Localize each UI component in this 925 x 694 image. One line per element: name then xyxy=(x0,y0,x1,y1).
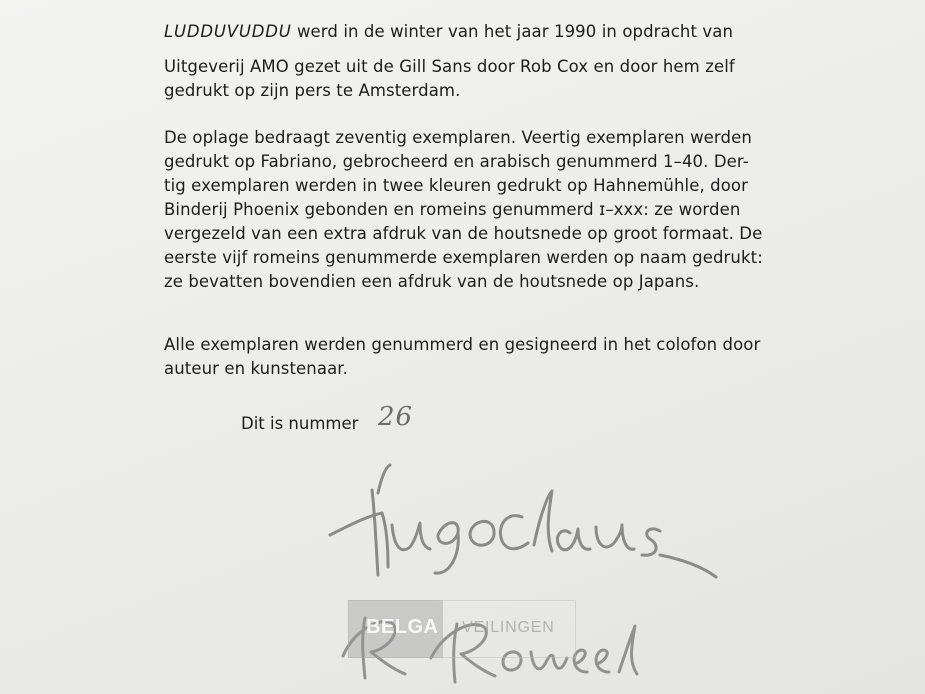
colophon-line: ze bevatten bovendien een afdruk van de houtsnede op Japans. xyxy=(164,272,700,291)
colophon-line: Alle exemplaren werden genummerd en gesigneerd in het colofon door xyxy=(164,335,761,354)
colophon-line: Binderij Phoenix gebonden en romeins genummerd ɪ–xxx: ze worden xyxy=(164,200,741,219)
colophon-line: Uitgeverij AMO gezet uit de Gill Sans door Rob Cox en door hem zelf xyxy=(164,57,735,76)
colophon-line: gedrukt op Fabriano, gebrocheerd en arabisch genummerd 1–40. Der- xyxy=(164,152,749,171)
watermark-suffix: VEILINGEN xyxy=(462,619,555,636)
colophon-line: De oplage bedraagt zeventig exemplaren. Veertig exemplaren werden xyxy=(164,128,752,147)
copy-number-handwritten: 26 xyxy=(378,402,414,432)
copy-number-label: Dit is nummer xyxy=(241,414,359,433)
colophon-line: LUDDUVUDDU werd in de winter van het jaar 1990 in opdracht van xyxy=(164,22,734,41)
colophon-line: eerste vijf romeins genummerde exemplaren werden op naam gedrukt: xyxy=(164,248,763,267)
belga-veilingen-watermark xyxy=(348,600,576,658)
colophon-line: tig exemplaren werden in twee kleuren gedrukt op Hahnemühle, door xyxy=(164,176,749,195)
colophon-line: vergezeld van een extra afdruk van de houtsnede op groot formaat. De xyxy=(164,224,763,243)
book-title: LUDDUVUDDU xyxy=(164,22,292,41)
watermark-brand: BELGA xyxy=(366,616,439,638)
colophon-line: auteur en kunstenaar. xyxy=(164,359,349,378)
author-signature xyxy=(320,455,730,595)
colophon-line: gedrukt op zijn pers te Amsterdam. xyxy=(164,81,461,100)
